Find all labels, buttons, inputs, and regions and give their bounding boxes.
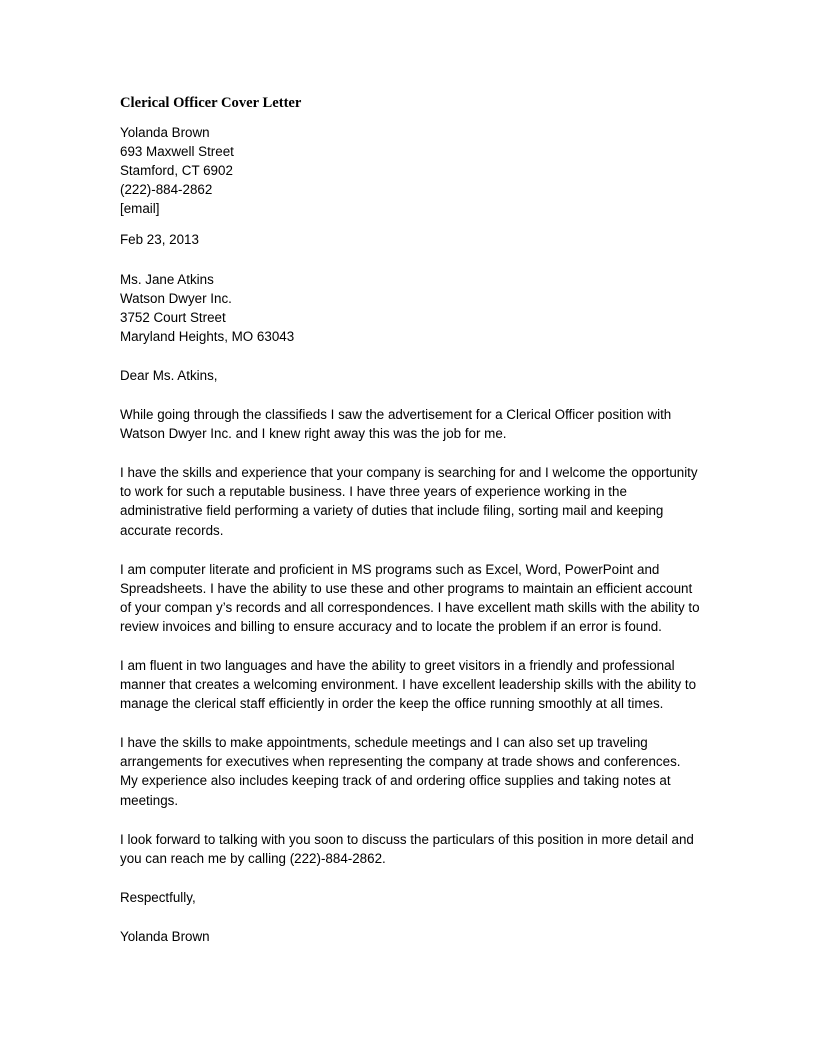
paragraph-line: arrangements for executives when representing the company at trade shows and conferences. bbox=[120, 754, 681, 770]
paragraph-line: Spreadsheets. I have the ability to use these and other programs to maintain an efficient account bbox=[120, 580, 693, 596]
sender-street: 693 Maxwell Street bbox=[120, 144, 234, 160]
paragraph-line: My experience also includes keeping track of and ordering office supplies and taking notes at bbox=[120, 773, 671, 789]
paragraph-line: I have the skills to make appointments, schedule meetings and I can also set up traveling bbox=[120, 735, 648, 751]
paragraph-line: meetings. bbox=[120, 792, 179, 808]
sender-email: [email] bbox=[120, 201, 160, 217]
paragraph-line: Watson Dwyer Inc. and I knew right away this was the job for me. bbox=[120, 426, 507, 442]
body-paragraph-2 bbox=[120, 463, 698, 539]
body-paragraph-1 bbox=[120, 405, 692, 443]
sender-address-block bbox=[120, 123, 692, 218]
paragraph-line: I look forward to talking with you soon to discuss the particulars of this position in more detail and bbox=[120, 831, 694, 847]
cover-letter bbox=[120, 94, 700, 946]
recipient-company: Watson Dwyer Inc. bbox=[120, 290, 232, 306]
paragraph-line: accurate records. bbox=[120, 522, 224, 538]
greeting-text: Dear Ms. Atkins, bbox=[120, 367, 218, 383]
recipient-street: 3752 Court Street bbox=[120, 309, 226, 325]
paragraph-line: you can reach me by calling (222)-884-2862. bbox=[120, 850, 386, 866]
closing-text: Respectfully, bbox=[120, 889, 196, 905]
body-paragraph-6 bbox=[120, 830, 692, 868]
paragraph-line: manage the clerical staff efficiently in order the keep the office running smoothly at all times. bbox=[120, 696, 664, 712]
signature bbox=[120, 927, 692, 946]
body-paragraph-4 bbox=[120, 656, 697, 713]
closing bbox=[120, 888, 692, 907]
recipient-city: Maryland Heights, MO 63043 bbox=[120, 328, 295, 344]
date-text: Feb 23, 2013 bbox=[120, 232, 199, 248]
paragraph-line: I am fluent in two languages and have the ability to greet visitors in a friendly and professional bbox=[120, 657, 675, 673]
letter-date bbox=[120, 230, 692, 249]
recipient-address-block bbox=[120, 270, 692, 346]
recipient-name: Ms. Jane Atkins bbox=[120, 271, 214, 287]
paragraph-line: I am computer literate and proficient in MS programs such as Excel, Word, PowerPoint and bbox=[120, 561, 660, 577]
paragraph-line: administrative field performing a variety of duties that include filing, sorting mail and keeping bbox=[120, 503, 664, 519]
paragraph-line: I have the skills and experience that your company is searching for and I welcome the opportunity bbox=[120, 465, 698, 481]
paragraph-line: While going through the classifieds I saw the advertisement for a Clerical Officer position with bbox=[120, 407, 672, 423]
paragraph-line: of your compan y’s records and all correspondences. I have excellent math skills with the ability to bbox=[120, 599, 700, 615]
paragraph-line: to work for such a reputable business. I have three years of experience working in the bbox=[120, 484, 627, 500]
body-paragraph-5 bbox=[120, 733, 692, 809]
letter-title: Clerical Officer Cover Letter bbox=[120, 95, 302, 111]
signature-name: Yolanda Brown bbox=[120, 928, 210, 944]
paragraph-line: manner that creates a welcoming environment. I have excellent leadership skills with the ability to bbox=[120, 677, 697, 693]
sender-phone: (222)-884-2862 bbox=[120, 182, 213, 198]
sender-name: Yolanda Brown bbox=[120, 125, 210, 140]
body-paragraph-3 bbox=[120, 560, 700, 636]
paragraph-line: review invoices and billing to ensure accuracy and to locate the problem if an error is found. bbox=[120, 618, 662, 634]
sender-city: Stamford, CT 6902 bbox=[120, 163, 233, 179]
salutation bbox=[120, 366, 692, 385]
